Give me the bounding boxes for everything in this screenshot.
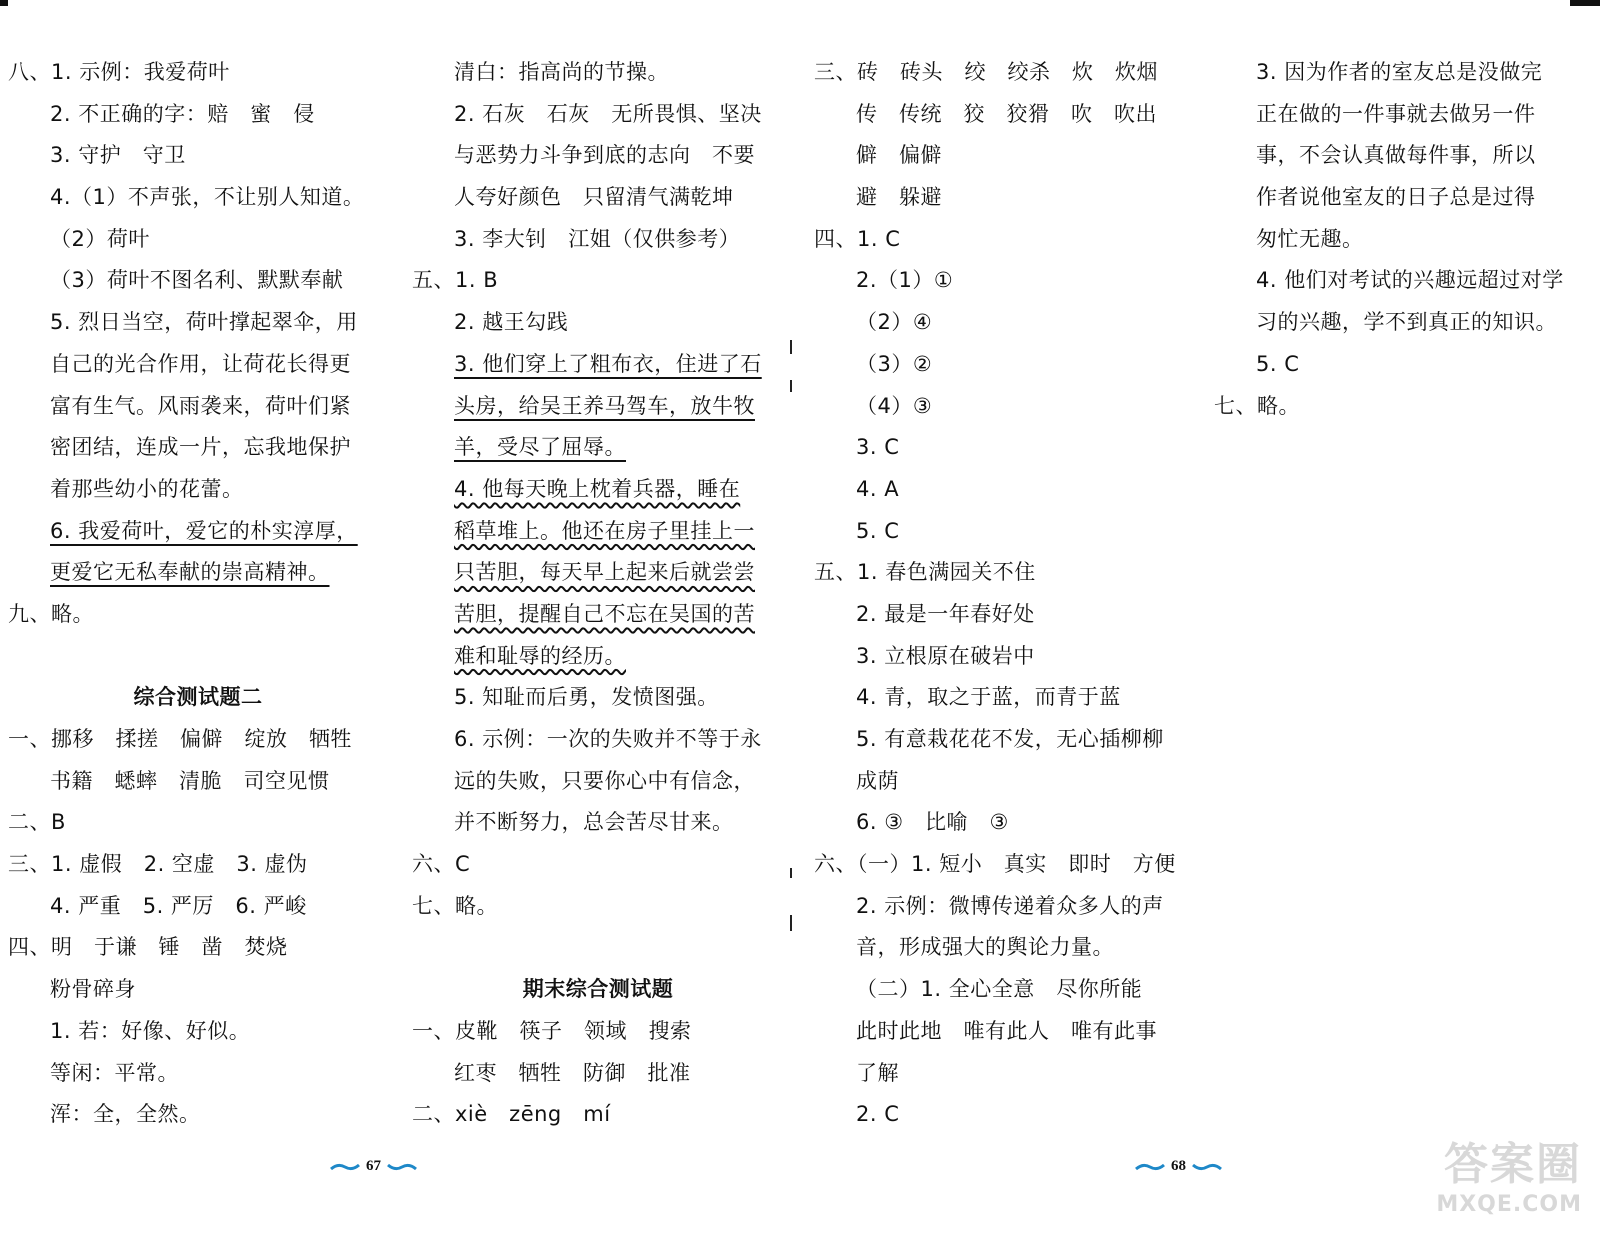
answer-text: 3. 立根原在破岩中 bbox=[856, 643, 1035, 668]
answer-text: 一、挪移 揉搓 偏僻 绽放 牺牲 bbox=[8, 727, 352, 751]
answer-line bbox=[814, 52, 1194, 94]
answer-line bbox=[412, 260, 784, 302]
answer-text: 期末综合测试题 bbox=[522, 977, 674, 1002]
answer-line bbox=[412, 1094, 784, 1136]
answer-text: 二、B bbox=[8, 810, 66, 835]
answer-line bbox=[814, 469, 1194, 511]
answer-text: 5. 有意栽花花不发，无心插柳柳 bbox=[856, 727, 1164, 751]
answer-line bbox=[8, 761, 388, 803]
answer-text: 七、略。 bbox=[412, 893, 498, 918]
answer-text: 匆忙无趣。 bbox=[1256, 226, 1364, 251]
answer-text: 4. 严重 5. 严厉 6. 严峻 bbox=[50, 893, 307, 918]
answer-line bbox=[8, 177, 388, 219]
answer-line bbox=[814, 552, 1194, 594]
answer-line bbox=[814, 177, 1194, 219]
answer-line bbox=[8, 344, 388, 386]
answer-line bbox=[412, 802, 784, 844]
answer-text: 更爱它无私奉献的崇高精神。 bbox=[50, 560, 330, 585]
answer-text: 3. C bbox=[856, 435, 900, 460]
watermark-logo-text: 答案圈 bbox=[1444, 1139, 1582, 1190]
answer-line bbox=[814, 927, 1194, 969]
answer-line bbox=[8, 260, 388, 302]
answer-line bbox=[412, 594, 784, 636]
answer-line bbox=[8, 52, 388, 94]
answer-line bbox=[412, 1011, 784, 1053]
answer-text: 2. C bbox=[856, 1102, 900, 1127]
answer-line bbox=[814, 344, 1194, 386]
answer-line bbox=[814, 677, 1194, 719]
answer-text: 3. 李大钊 江姐（仅供参考） bbox=[454, 226, 741, 251]
answer-text: 僻 偏僻 bbox=[856, 143, 942, 168]
answer-line bbox=[8, 927, 388, 969]
wave-ornament-icon bbox=[1135, 1162, 1165, 1172]
answer-line bbox=[1214, 344, 1596, 386]
answer-line bbox=[814, 1011, 1194, 1053]
answer-text: 音，形成强大的舆论力量。 bbox=[856, 935, 1114, 960]
answer-text: 6. ③ 比喻 ③ bbox=[856, 810, 1009, 835]
answer-line bbox=[8, 594, 388, 636]
answer-text: 远的失败，只要你心中有信念， bbox=[454, 768, 755, 793]
answer-text: （3）② bbox=[856, 351, 933, 376]
answer-text: （二）1. 全心全意 尽你所能 bbox=[856, 977, 1143, 1002]
answer-text: 着那些幼小的花蕾。 bbox=[50, 476, 244, 501]
answer-line bbox=[412, 344, 784, 386]
answer-text: 此时此地 唯有此人 唯有此事 bbox=[856, 1018, 1157, 1043]
answer-line bbox=[814, 886, 1194, 928]
answer-text: 综合测试题二 bbox=[133, 685, 263, 710]
answer-text: 2. 越王勾践 bbox=[454, 310, 569, 335]
answer-text: 七、略。 bbox=[1214, 393, 1300, 418]
binding-mark bbox=[790, 340, 792, 354]
answer-line bbox=[412, 469, 784, 511]
answer-text: 作者说他室友的日子总是过得 bbox=[1256, 185, 1536, 210]
answer-line bbox=[8, 802, 388, 844]
answer-text: 等闲：平常。 bbox=[50, 1060, 179, 1085]
left-page-column-2 bbox=[412, 52, 784, 1136]
answer-text: 成荫 bbox=[856, 768, 899, 793]
answer-text: 五、1. 春色满园关不住 bbox=[814, 560, 1036, 585]
answer-line bbox=[814, 1053, 1194, 1095]
right-page bbox=[800, 0, 1600, 1248]
answer-line bbox=[814, 94, 1194, 136]
answer-text: 难和耻辱的经历。 bbox=[454, 643, 626, 668]
answer-line bbox=[814, 969, 1194, 1011]
answer-text: 八、1. 示例：我爱荷叶 bbox=[8, 60, 230, 84]
watermark bbox=[1436, 1128, 1582, 1217]
answer-text: 2. 最是一年春好处 bbox=[856, 601, 1035, 626]
answer-text: 三、1. 虚假 2. 空虚 3. 虚伪 bbox=[8, 852, 308, 877]
answer-line bbox=[412, 52, 784, 94]
answer-text: 4. 他每天晚上枕着兵器，睡在 bbox=[454, 476, 741, 501]
section-heading bbox=[412, 969, 784, 1011]
binding-mark bbox=[790, 380, 792, 392]
answer-line bbox=[1214, 177, 1596, 219]
answer-line bbox=[8, 469, 388, 511]
answer-text: 四、1. C bbox=[814, 226, 901, 251]
answer-text: 富有生气。风雨袭来，荷叶们紧 bbox=[50, 393, 351, 418]
answer-text: 羊，受尽了屈辱。 bbox=[454, 435, 626, 460]
answer-text: 4. A bbox=[856, 476, 900, 501]
answer-text: 6. 示例：一次的失败并不等于永 bbox=[454, 727, 762, 751]
answer-text: 头房，给吴王养马驾车，放牛牧 bbox=[454, 393, 755, 418]
answer-text: 二、xiè zēng mí bbox=[412, 1102, 611, 1127]
answer-line bbox=[1214, 219, 1596, 261]
answer-text: 红枣 牺牲 防御 批准 bbox=[454, 1060, 691, 1085]
answer-line bbox=[412, 636, 784, 678]
answer-text: 人夸好颜色 只留清气满乾坤 bbox=[454, 185, 734, 210]
answer-text: 并不断努力，总会苦尽甘来。 bbox=[454, 810, 734, 835]
answer-text: 五、1. B bbox=[412, 268, 499, 293]
answer-line bbox=[412, 677, 784, 719]
watermark-url: MXQE.COM bbox=[1436, 1192, 1582, 1217]
answer-line bbox=[412, 552, 784, 594]
answer-line bbox=[1214, 386, 1596, 428]
answer-text: 清白：指高尚的节操。 bbox=[454, 60, 669, 84]
answer-line bbox=[814, 427, 1194, 469]
answer-line bbox=[814, 219, 1194, 261]
answer-line bbox=[8, 1053, 388, 1095]
answer-text: （4）③ bbox=[856, 393, 933, 418]
answer-text: 只苦胆，每天早上起来后就尝尝 bbox=[454, 560, 755, 585]
page-number-text: 68 bbox=[1171, 1158, 1186, 1174]
answer-text: 2. 石灰 石灰 无所畏惧、坚决 bbox=[454, 101, 762, 126]
answer-line bbox=[412, 1053, 784, 1095]
answer-line bbox=[1214, 260, 1596, 302]
answer-line bbox=[814, 636, 1194, 678]
answer-line bbox=[814, 135, 1194, 177]
answer-line bbox=[1214, 52, 1596, 94]
answer-line bbox=[412, 927, 784, 969]
answer-line bbox=[412, 177, 784, 219]
answer-text: 苦胆，提醒自己不忘在吴国的苦 bbox=[454, 601, 755, 626]
left-page-column-1 bbox=[8, 52, 388, 1136]
answer-text: （2）荷叶 bbox=[50, 226, 150, 251]
binding-mark bbox=[790, 915, 792, 931]
answer-text: 九、略。 bbox=[8, 601, 94, 626]
answer-line bbox=[412, 219, 784, 261]
answer-text: 3. 因为作者的室友总是没做完 bbox=[1256, 60, 1543, 84]
answer-line bbox=[412, 511, 784, 553]
answer-line bbox=[1214, 94, 1596, 136]
binding-mark bbox=[790, 868, 792, 878]
answer-line bbox=[814, 719, 1194, 761]
answer-text: 密团结，连成一片，忘我地保护 bbox=[50, 435, 351, 460]
answer-text: 4. 青，取之于蓝，而青于蓝 bbox=[856, 685, 1121, 710]
answer-line bbox=[814, 594, 1194, 636]
answer-line bbox=[412, 844, 784, 886]
answer-line bbox=[8, 719, 388, 761]
answer-text: 与恶势力斗争到底的志向 不要 bbox=[454, 143, 755, 168]
answer-text: 一、皮靴 筷子 领域 搜索 bbox=[412, 1018, 692, 1043]
answer-line bbox=[412, 386, 784, 428]
answer-line bbox=[1214, 302, 1596, 344]
answer-text: 3. 守护 守卫 bbox=[50, 143, 186, 168]
left-page bbox=[0, 0, 790, 1248]
answer-line bbox=[814, 761, 1194, 803]
answer-line bbox=[8, 969, 388, 1011]
answer-text: 四、明 于谦 锤 凿 焚烧 bbox=[8, 935, 288, 960]
answer-line bbox=[1214, 135, 1596, 177]
answer-text: 2.（1）① bbox=[856, 268, 954, 293]
page-number-right bbox=[1135, 1158, 1222, 1175]
answer-text: 4.（1）不声张，不让别人知道。 bbox=[50, 185, 365, 210]
answer-line bbox=[814, 802, 1194, 844]
answer-line bbox=[8, 636, 388, 678]
answer-text: 避 躲避 bbox=[856, 185, 942, 210]
answer-text: 2. 示例：微博传递着众多人的声 bbox=[856, 893, 1164, 918]
answer-line bbox=[8, 552, 388, 594]
page-number-text: 67 bbox=[366, 1158, 381, 1174]
answer-line bbox=[412, 302, 784, 344]
answer-line bbox=[814, 511, 1194, 553]
answer-text: 事，不会认真做每件事，所以 bbox=[1256, 143, 1536, 168]
answer-text: 2. 不正确的字：赔 蜜 侵 bbox=[50, 101, 315, 126]
answer-line bbox=[814, 260, 1194, 302]
answer-line bbox=[8, 844, 388, 886]
wave-ornament-icon bbox=[330, 1162, 360, 1172]
answer-text: 浑：全，全然。 bbox=[50, 1102, 201, 1127]
answer-line bbox=[814, 844, 1194, 886]
answer-line bbox=[8, 511, 388, 553]
answer-text: （3）荷叶不图名利、默默奉献 bbox=[50, 268, 344, 293]
answer-line bbox=[412, 761, 784, 803]
answer-line bbox=[8, 1094, 388, 1136]
answer-line bbox=[8, 302, 388, 344]
answer-line bbox=[8, 386, 388, 428]
answer-text: 5. 烈日当空，荷叶撑起翠伞，用 bbox=[50, 310, 358, 335]
answer-line bbox=[8, 427, 388, 469]
answer-text: 书籍 蟋蟀 清脆 司空见惯 bbox=[50, 768, 330, 793]
answer-text: 自己的光合作用，让荷花长得更 bbox=[50, 351, 351, 376]
answer-text: （2）④ bbox=[856, 310, 933, 335]
answer-line bbox=[814, 386, 1194, 428]
answer-line bbox=[412, 427, 784, 469]
answer-text: 4. 他们对考试的兴趣远超过对学 bbox=[1256, 268, 1564, 293]
answer-text: 5. C bbox=[856, 518, 900, 543]
answer-text: 稻草堆上。他还在房子里挂上一 bbox=[454, 518, 755, 543]
answer-line bbox=[8, 94, 388, 136]
answer-text: 习的兴趣，学不到真正的知识。 bbox=[1256, 310, 1557, 335]
answer-text: 1. 若：好像、好似。 bbox=[50, 1018, 251, 1043]
wave-ornament-icon bbox=[1192, 1162, 1222, 1172]
page-number-left bbox=[330, 1158, 417, 1175]
answer-line bbox=[412, 94, 784, 136]
answer-text: 5. C bbox=[1256, 351, 1300, 376]
answer-line bbox=[8, 1011, 388, 1053]
answer-text: 六、（一）1. 短小 真实 即时 方便 bbox=[814, 852, 1176, 877]
answer-text: 5. 知耻而后勇，发愤图强。 bbox=[454, 685, 719, 710]
answer-line bbox=[412, 135, 784, 177]
answer-line bbox=[412, 886, 784, 928]
answer-text: 传 传统 狡 狡猾 吹 吹出 bbox=[856, 101, 1157, 126]
answer-line bbox=[412, 719, 784, 761]
answer-text: 6. 我爱荷叶，爱它的朴实淳厚， bbox=[50, 518, 358, 543]
answer-text: 3. 他们穿上了粗布衣，住进了石 bbox=[454, 351, 762, 376]
answer-line bbox=[8, 135, 388, 177]
answer-text: 三、砖 砖头 绞 绞杀 炊 炊烟 bbox=[814, 60, 1158, 84]
answer-text: 粉骨碎身 bbox=[50, 977, 136, 1002]
right-page-column-1 bbox=[814, 52, 1194, 1136]
answer-line bbox=[8, 219, 388, 261]
answer-line bbox=[814, 302, 1194, 344]
answer-line bbox=[8, 886, 388, 928]
answer-text: 了解 bbox=[856, 1060, 899, 1085]
wave-ornament-icon bbox=[387, 1162, 417, 1172]
section-heading bbox=[8, 677, 388, 719]
answer-text: 正在做的一件事就去做另一件 bbox=[1256, 101, 1536, 126]
answer-line bbox=[814, 1094, 1194, 1136]
answer-text: 六、C bbox=[412, 852, 471, 877]
right-page-column-2 bbox=[1214, 52, 1596, 427]
